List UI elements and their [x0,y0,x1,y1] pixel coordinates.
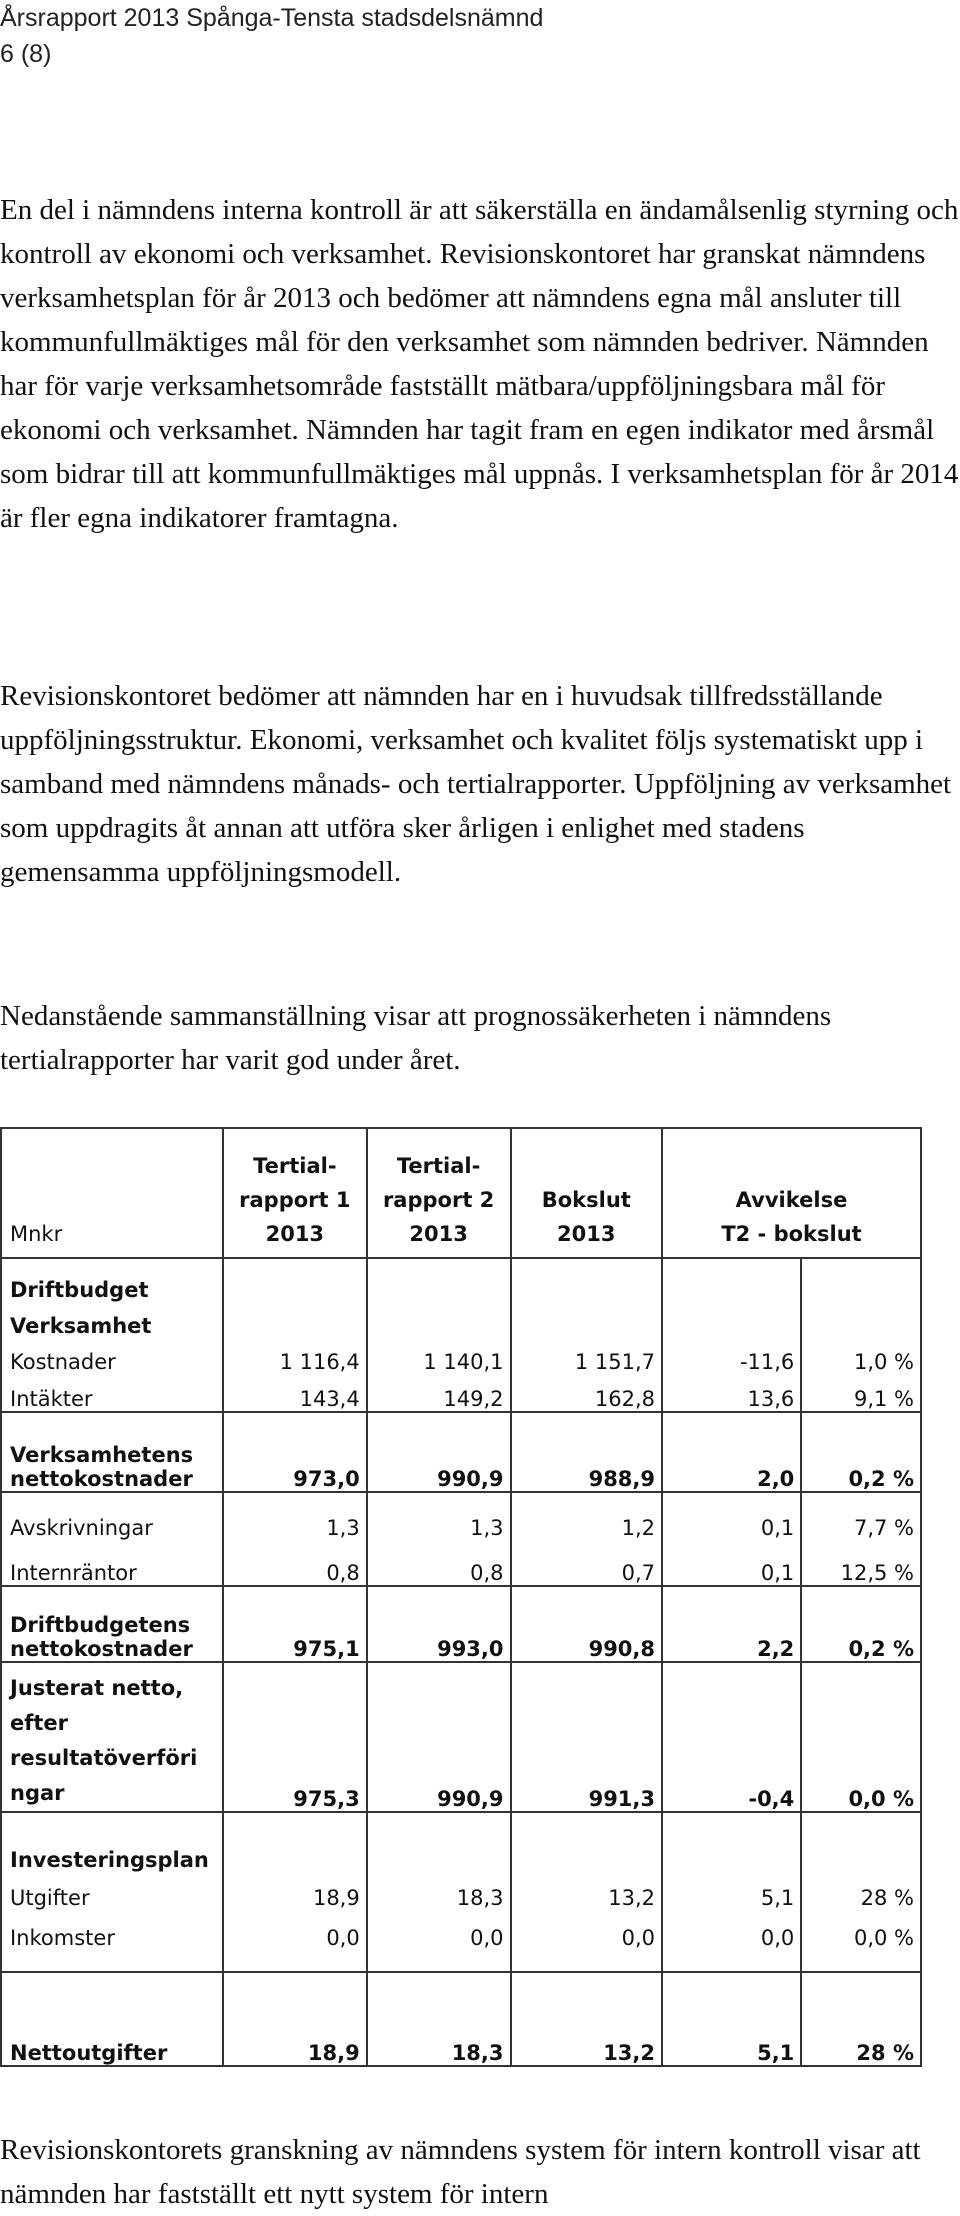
table-row: Kostnader 1 116,4 1 140,1 1 151,7 -11,6 1,0 % [1,1338,921,1374]
table-row [1,1258,921,1302]
page-number: 6 (8) [0,40,52,68]
table-row: Nettoutgifter 18,9 18,3 13,2 5,1 28 % [1,1972,921,2066]
section-investeringsplan: Investeringsplan [1,1812,223,1872]
table-row: Verksamhetens nettokostnader 973,0 990,9 988,9 2,0 0,2 % [1,1412,921,1492]
paragraph-internal-control: En del i nämndens interna kontroll är att säkerställa en ändamålsenlig styrning och kontroll av ekonomi och verksamhet. Revisionskontoret har granskat nämndens verksamhetsplan för år 2013 och bedömer att nämndens egna mål ansluter till kommunfullmäktiges mål för den verksamhet som nämnden bedriver. Nämnden har för varje verksamhetsområde fastställt mätbara/uppföljningsbara mål för ekonomi och verksamhet. Nämnden har tagit fram en egen indikator med årsmål som bidrar till att kommunfullmäktiges mål uppnås. I verksamhetsplan för år 2014 är fler egna indikatorer framtagna. [0,194,959,534]
header-avvikelse: Avvikelse T2 - bokslut [662,1128,921,1258]
paragraph-internal-control-review: Revisionskontorets granskning av nämndens system för intern kontroll visar att nämnden har fastställt ett nytt system för intern [0,2134,921,2210]
table-row: Avskrivningar 1,3 1,3 1,2 0,1 7,7 % [1,1492,921,1540]
table-row [1,1950,921,1972]
header-mnkr: Mnkr [1,1128,223,1258]
table-row: Intäkter 143,4 149,2 162,8 13,6 9,1 % [1,1374,921,1412]
table-header-row [1,1128,921,1258]
header-tertial-2: Tertial- rapport 2 2013 [367,1128,511,1258]
table-row [1,1302,921,1338]
page-header [0,0,543,72]
paragraph-follow-up-structure: Revisionskontoret bedömer att nämnden har en i huvudsak tillfredsställande uppföljningsstruktur. Ekonomi, verksamhet och kvalitet följs systematiskt upp i samband med nämndens månads- och tertialrapporter. Uppföljning av verksamhet som uppdragits åt annan att utföra sker årligen i enlighet med stadens gemensamma uppföljningsmodell. [0,680,952,888]
table-row [1,1812,921,1872]
section-verksamhet: Verksamhet [1,1302,223,1338]
paragraph-forecast-intro: Nedanstående sammanställning visar att prognossäkerheten i nämndens tertialrapporter har varit god under året. [0,1000,832,1076]
table-row: Inkomster 0,0 0,0 0,0 0,0 0,0 % [1,1910,921,1950]
header-tertial-1: Tertial- rapport 1 2013 [223,1128,367,1258]
section-driftbudget: Driftbudget [1,1258,223,1302]
report-title: Årsrapport 2013 Spånga-Tensta stadsdelsnämnd [0,4,544,32]
table-row: Justerat netto, efter resultatöverföri ngar 975,3 990,9 991,3 -0,4 0,0 % [1,1662,921,1812]
header-bokslut: Bokslut 2013 [511,1128,663,1258]
table-row: Driftbudgetens nettokostnader 975,1 993,0 990,8 2,2 0,2 % [1,1586,921,1662]
table-row: Internräntor 0,8 0,8 0,7 0,1 12,5 % [1,1540,921,1586]
table-row: Utgifter 18,9 18,3 13,2 5,1 28 % [1,1872,921,1910]
forecast-table [0,1127,922,2067]
